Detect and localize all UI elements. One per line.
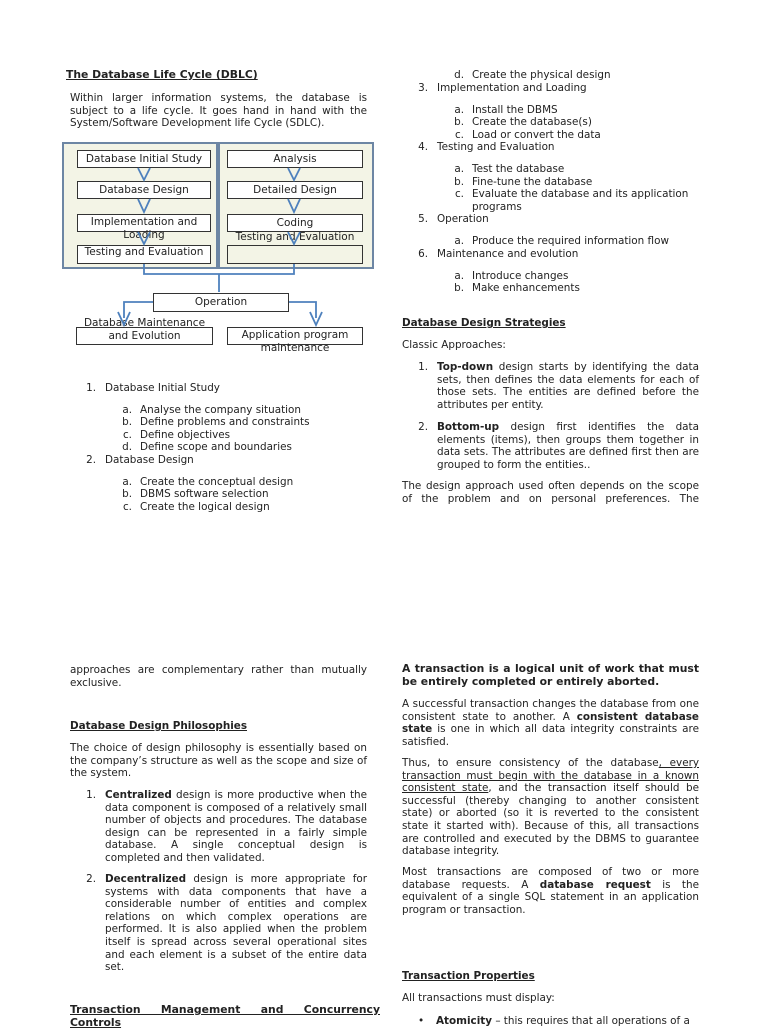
sub-item: Evaluate the database and its application programs — [472, 188, 689, 213]
classic-approaches: Classic Approaches: — [402, 339, 506, 351]
sub-letter: b. — [454, 116, 464, 128]
bottomup-term: Bottom-up — [437, 421, 500, 433]
box-testing-evaluation-right: Testing and Evaluation — [235, 231, 355, 243]
sub-item: Load or convert the data — [472, 129, 601, 141]
phase-label: Database Design — [105, 454, 194, 466]
dblc-title: The Database Life Cycle (DBLC) — [66, 68, 258, 81]
sub-item: Produce the required information flow — [472, 235, 669, 247]
sub-letter: a. — [122, 404, 132, 416]
box-detailed-design: Detailed Design — [227, 181, 363, 199]
sub-item: Make enhancements — [472, 282, 580, 294]
list-number: 1. — [86, 382, 96, 394]
sub-letter: a. — [454, 270, 464, 282]
phase-label: Operation — [437, 213, 489, 225]
topdown-paragraph — [437, 361, 699, 411]
sub-item: Install the DBMS — [472, 104, 558, 116]
bottomup-paragraph — [437, 421, 699, 471]
list-number: 1. — [86, 789, 96, 801]
sub-letter: b. — [454, 282, 464, 294]
sub-item: Create the database(s) — [472, 116, 592, 128]
decentralized-paragraph — [105, 873, 367, 974]
centralized-paragraph — [105, 789, 367, 865]
p2-text-b: , and the transaction itself should be successful (thereby changing to another consistent state) or aborted (so it is reverted to the consistent state it started with). Because of this, all transactions are controlled and executed by the DBMS to guarantee database integrity. — [402, 782, 699, 858]
consistency-paragraph — [402, 757, 699, 858]
atomicity-text: – this requires that all operations of a — [495, 1015, 690, 1027]
sub-letter: d. — [454, 69, 464, 81]
sub-item: Create the logical design — [140, 501, 270, 513]
topdown-text: design starts by identifying the data sets, then defines the data elements for each of those sets. The entities are defined before the attributes per entity. — [437, 361, 699, 411]
box-database-design: Database Design — [77, 181, 211, 199]
database-request-term: database request — [539, 878, 651, 891]
transaction-definition: A transaction is a logical unit of work that must be entirely completed or entirely aborted. — [402, 662, 699, 688]
sub-letter: c. — [122, 429, 132, 441]
decentralized-term: Decentralized — [105, 873, 187, 885]
sub-letter: a. — [454, 163, 464, 175]
sub-letter: c. — [454, 129, 464, 141]
sub-letter: b. — [454, 176, 464, 188]
sub-letter: c. — [454, 188, 464, 200]
list-number: 3. — [418, 82, 428, 94]
sub-item: Introduce changes — [472, 270, 569, 282]
box-analysis: Analysis — [227, 150, 363, 168]
p2-underlined: , every transaction must begin with the database in a known consistent state — [402, 757, 700, 795]
p3-text-b: is the equivalent of a single SQL statement in an application program or transaction. — [402, 878, 699, 916]
box-implementation-loading: Implementation and Loading — [77, 214, 211, 232]
sub-item: Create the conceptual design — [140, 476, 294, 488]
sub-item: Define problems and constraints — [140, 416, 310, 428]
p2-text-a: Thus, to ensure consistency of the database — [402, 757, 659, 769]
transaction-management-title: Transaction Management and Concurrency Controls — [70, 1003, 380, 1029]
centralized-text: design is more productive when the data component is composed of a relatively small number of objects and procedures. The database design can be represented in a fairly simple database. A single conceptual design is completed and then validated. — [105, 789, 367, 864]
atomicity-term: Atomicity — [436, 1015, 492, 1027]
bullet-dot: • — [418, 1015, 425, 1027]
list-number: 2. — [418, 421, 428, 433]
consistent-state-term: consistent database state — [402, 710, 699, 736]
sub-letter: d. — [122, 441, 132, 453]
p3-text-a: Most transactions are composed of two or more database requests. A — [402, 866, 699, 891]
phase-label: Database Initial Study — [105, 382, 220, 394]
sub-letter: b. — [122, 488, 132, 500]
phase-label: Implementation and Loading — [437, 82, 587, 94]
sub-letter: c. — [122, 501, 132, 513]
list-number: 5. — [418, 213, 428, 225]
sub-item: Test the database — [472, 163, 565, 175]
database-request-paragraph — [402, 866, 699, 916]
box-testing-evaluation-left: Testing and Evaluation — [77, 245, 211, 264]
phase-label: Maintenance and evolution — [437, 248, 579, 260]
sub-item: Fine-tune the database — [472, 176, 593, 188]
transaction-properties-title: Transaction Properties — [402, 970, 535, 982]
box-coding: Coding — [227, 214, 363, 232]
sub-letter: a. — [454, 104, 464, 116]
sub-letter: a. — [122, 476, 132, 488]
complementary-text: approaches are complementary rather than mutually exclusive. — [70, 664, 367, 689]
bottomup-text: design first identifies the data elements (items), then groups them together in data sets. The attributes are defined first then are grouped to form the entities.. — [437, 421, 699, 471]
centralized-term: Centralized — [105, 789, 172, 801]
sub-item: Analyse the company situation — [140, 404, 301, 416]
list-number: 1. — [418, 361, 428, 373]
box-application-maintenance: Application program maintenance — [227, 327, 363, 345]
dblc-intro: Within larger information systems, the database is subject to a life cycle. It goes hand in hand with the System/Software Development life Cycle (SDLC). — [70, 92, 367, 130]
list-number: 2. — [86, 873, 96, 885]
approach-paragraph: The design approach used often depends on the scope of the problem and on personal preferences. The — [402, 480, 699, 505]
consistent-state-paragraph — [402, 698, 699, 748]
philosophies-intro: The choice of design philosophy is essentially based on the company’s structure as well as the scope and size of the system. — [70, 742, 367, 780]
p1-text-b: is one in which all data integrity constraints are satisfied. — [402, 723, 699, 748]
sub-letter: b. — [122, 416, 132, 428]
sub-item: Define scope and boundaries — [140, 441, 292, 453]
properties-intro: All transactions must display: — [402, 992, 555, 1004]
box-database-initial-study: Database Initial Study — [77, 150, 211, 168]
sub-letter: a. — [454, 235, 464, 247]
box-operation: Operation — [153, 293, 289, 312]
decentralized-text: design is more appropriate for systems with data components that have a considerable number of entities and complex relations on which complex operations are performed. It is also applied when the problem itself is spread across several operational sites and each element is a subset of the entire data set. — [105, 873, 367, 974]
topdown-term: Top-down — [437, 361, 494, 373]
sub-item: Define objectives — [140, 429, 231, 441]
philosophies-title: Database Design Philosophies — [70, 720, 248, 732]
box-database-maintenance: Database Maintenance and Evolution — [83, 317, 206, 342]
list-number: 2. — [86, 454, 96, 466]
phase-label: Testing and Evaluation — [437, 141, 555, 153]
list-number: 6. — [418, 248, 428, 260]
sub-item: DBMS software selection — [140, 488, 269, 500]
strategies-title: Database Design Strategies — [402, 317, 566, 329]
list-number: 4. — [418, 141, 428, 153]
sub-item: Create the physical design — [472, 69, 611, 81]
p1-text-a: A successful transaction changes the database from one consistent state to another. A — [402, 698, 699, 723]
